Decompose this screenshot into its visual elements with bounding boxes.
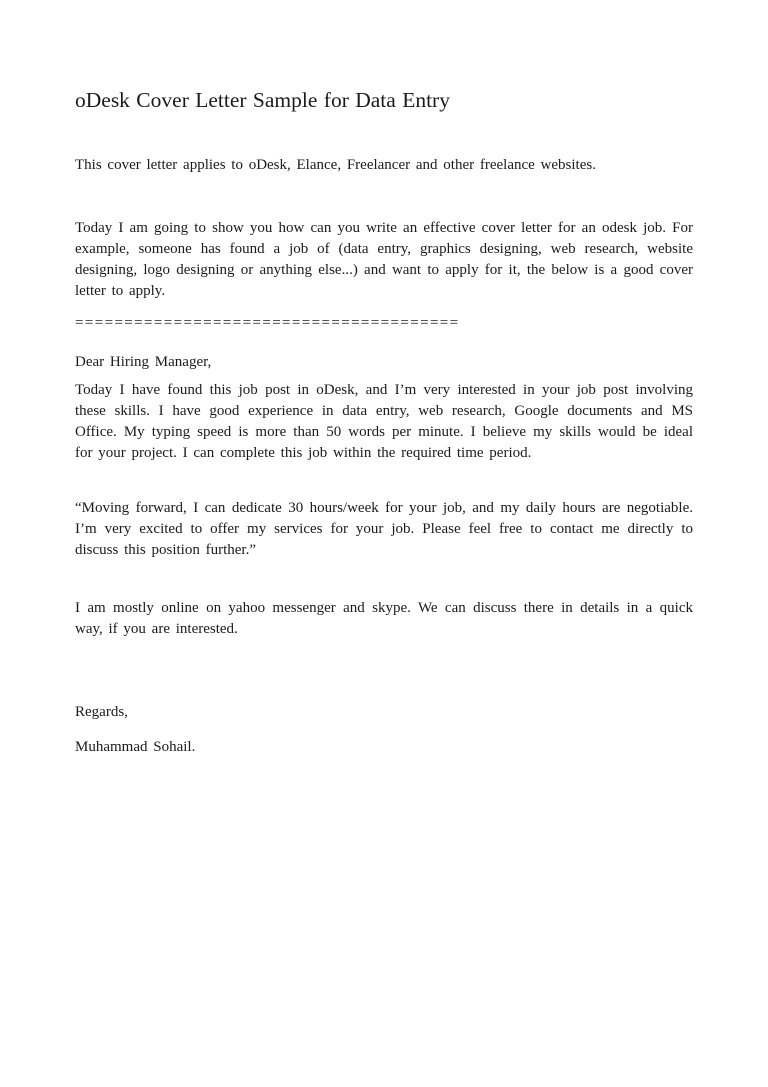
contact-paragraph: I am mostly online on yahoo messenger and skype. We can discuss there in details in a quick way, if you are interested.: [75, 600, 693, 637]
intro-paragraph: This cover letter applies to oDesk, Elance, Freelancer and other freelance websites.: [75, 157, 596, 173]
skills-paragraph: Today I have found this job post in oDesk, and I’m very interested in your job post involving these skills. I have good experience in data entry, web research, Google documents and MS Office. My typing speed is more than 50 words per minute. I believe my skills would be ideal for your project. I can complete this job within the required time period.: [75, 382, 693, 461]
signature: Muhammad Sohail.: [75, 739, 196, 755]
closing: Regards,: [75, 704, 128, 720]
overview-paragraph: Today I am going to show you how can you write an effective cover letter for an odesk job. For example, someone has found a job of (data entry, graphics designing, web research, website designing, logo designing or anything else...) and want to apply for it, the below is a good cover letter to apply.: [75, 220, 693, 299]
quote-paragraph: “Moving forward, I can dedicate 30 hours/week for your job, and my daily hours are negotiable. I’m very excited to offer my services for your job. Please feel free to contact me directly to discuss this position further.”: [75, 500, 693, 558]
salutation: Dear Hiring Manager,: [75, 354, 212, 370]
divider-line: =======================================: [75, 315, 460, 331]
page-title: oDesk Cover Letter Sample for Data Entry: [75, 88, 450, 112]
